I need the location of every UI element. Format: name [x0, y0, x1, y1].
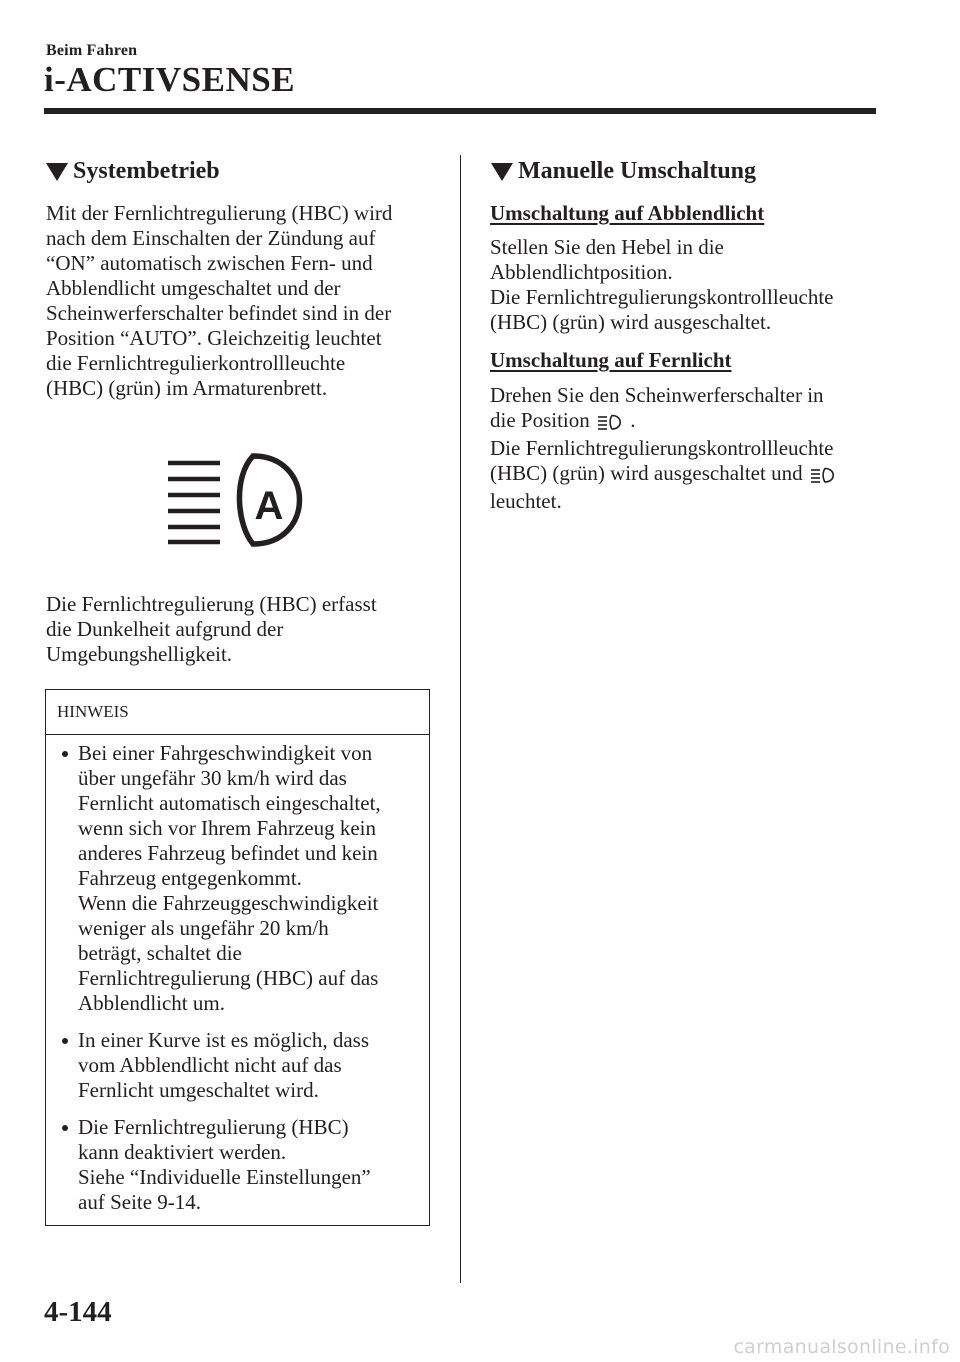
- section-heading-text: Systembetrieb: [73, 158, 220, 184]
- text-line: In einer Kurve ist es möglich, dass: [78, 1028, 370, 1052]
- bullet-dot-icon: [62, 1038, 68, 1044]
- subheading-abblendlicht: Umschaltung auf Abblendlicht: [490, 201, 765, 225]
- text-line: Fernlichtregulierung (HBC) auf das: [78, 966, 379, 990]
- text-line: Abblendlichtposition.: [490, 260, 673, 284]
- text-line: auf Seite 9-14.: [78, 1190, 202, 1214]
- page-number: 4-144: [44, 1296, 112, 1328]
- text-line: Bei einer Fahrgeschwindigkeit von: [78, 741, 373, 765]
- note-title: HINWEIS: [57, 702, 129, 721]
- text-line: weniger als ungefähr 20 km/h: [78, 916, 329, 940]
- text-line: Fahrzeug entgegenkommt.: [78, 866, 302, 890]
- section-heading-systembetrieb: [46, 158, 220, 185]
- text-line: Abblendlicht um.: [78, 991, 225, 1015]
- note-bullet-item: [57, 1115, 427, 1215]
- text-line: Wenn die Fahrzeuggeschwindigkeit: [78, 891, 379, 915]
- high-beam-icon: [810, 464, 836, 489]
- text-fragment: .: [630, 408, 636, 432]
- text-line: anderes Fahrzeug befindet und kein: [78, 841, 378, 865]
- note-box: [45, 689, 430, 1226]
- text-line: die Fernlichtregulierkontrollleuchte: [46, 351, 346, 375]
- text-line: Umgebungshelligkeit.: [46, 642, 233, 666]
- breadcrumb: Beim Fahren: [46, 42, 138, 59]
- text-line: die Dunkelheit aufgrund der: [46, 617, 284, 641]
- paragraph-abblendlicht: [490, 235, 890, 335]
- subheading-fernlicht: Umschaltung auf Fernlicht: [490, 348, 732, 372]
- text-line: Stellen Sie den Hebel in die: [490, 235, 724, 259]
- note-bullet-item: [57, 741, 427, 1016]
- text-line: nach dem Einschalten der Zündung auf: [46, 226, 376, 250]
- column-divider: [460, 155, 461, 1283]
- text-line: wenn sich vor Ihrem Fahrzeug kein: [78, 816, 376, 840]
- text-line: Drehen Sie den Scheinwerferschalter in: [490, 383, 824, 407]
- text-line: Die Fernlichtregulierungskontrollleuchte: [490, 285, 834, 309]
- text-line: [490, 461, 890, 489]
- header-rule: [44, 108, 876, 114]
- text-line: Position “AUTO”. Gleichzeitig leuchtet: [46, 326, 382, 350]
- text-line: [490, 408, 890, 436]
- chapter-title: i-ACTIVSENSE: [44, 60, 296, 99]
- text-line: vom Abblendlicht nicht auf das: [78, 1053, 342, 1077]
- text-line: Abblendlicht umgeschaltet und der: [46, 276, 341, 300]
- section-heading-text: Manuelle Umschaltung: [518, 158, 757, 184]
- section-triangle-icon: [46, 163, 68, 181]
- high-beam-icon: [597, 411, 623, 436]
- bullet-text: [78, 1028, 369, 1103]
- paragraph-detection: [46, 592, 446, 667]
- watermark: carmanualsonline.info: [733, 1336, 950, 1358]
- text-line: Mit der Fernlichtregulierung (HBC) wird: [46, 201, 393, 225]
- text-line: Die Fernlichtregulierung (HBC): [78, 1115, 349, 1139]
- text-line: Siehe “Individuelle Einstellungen”: [78, 1165, 371, 1189]
- bullet-text: [78, 741, 381, 1016]
- paragraph-fernlicht: [490, 383, 890, 514]
- text-line: “ON” automatisch zwischen Fern- und: [46, 251, 373, 275]
- section-triangle-icon: [491, 163, 513, 181]
- text-line: Scheinwerferschalter befindet sind in der: [46, 301, 392, 325]
- paragraph-intro: [46, 201, 446, 401]
- text-line: (HBC) (grün) im Armaturenbrett.: [46, 376, 328, 400]
- text-line: kann deaktiviert werden.: [78, 1140, 287, 1164]
- text-line: leuchtet.: [490, 489, 562, 513]
- text-line: über ungefähr 30 km/h wird das: [78, 766, 347, 790]
- text-line: Die Fernlichtregulierung (HBC) erfasst: [46, 592, 377, 616]
- note-header: [46, 690, 429, 735]
- text-line: beträgt, schaltet die: [78, 941, 242, 965]
- text-line: Fernlicht umgeschaltet wird.: [78, 1078, 319, 1102]
- auto-high-beam-indicator-icon: [165, 453, 325, 549]
- svg-text:A: A: [254, 484, 284, 528]
- text-fragment: die Position: [490, 408, 590, 432]
- bullet-text: [78, 1115, 371, 1215]
- bullet-dot-icon: [62, 751, 68, 757]
- text-line: Fernlicht automatisch eingeschaltet,: [78, 791, 381, 815]
- text-line: Die Fernlichtregulierungskontrollleuchte: [490, 436, 834, 460]
- bullet-dot-icon: [62, 1125, 68, 1131]
- note-bullet-list: [57, 741, 427, 1227]
- text-fragment: (HBC) (grün) wird ausgeschaltet und: [490, 461, 803, 485]
- section-heading-manuelle-umschaltung: [491, 158, 756, 185]
- note-bullet-item: [57, 1028, 427, 1103]
- text-line: (HBC) (grün) wird ausgeschaltet.: [490, 310, 772, 334]
